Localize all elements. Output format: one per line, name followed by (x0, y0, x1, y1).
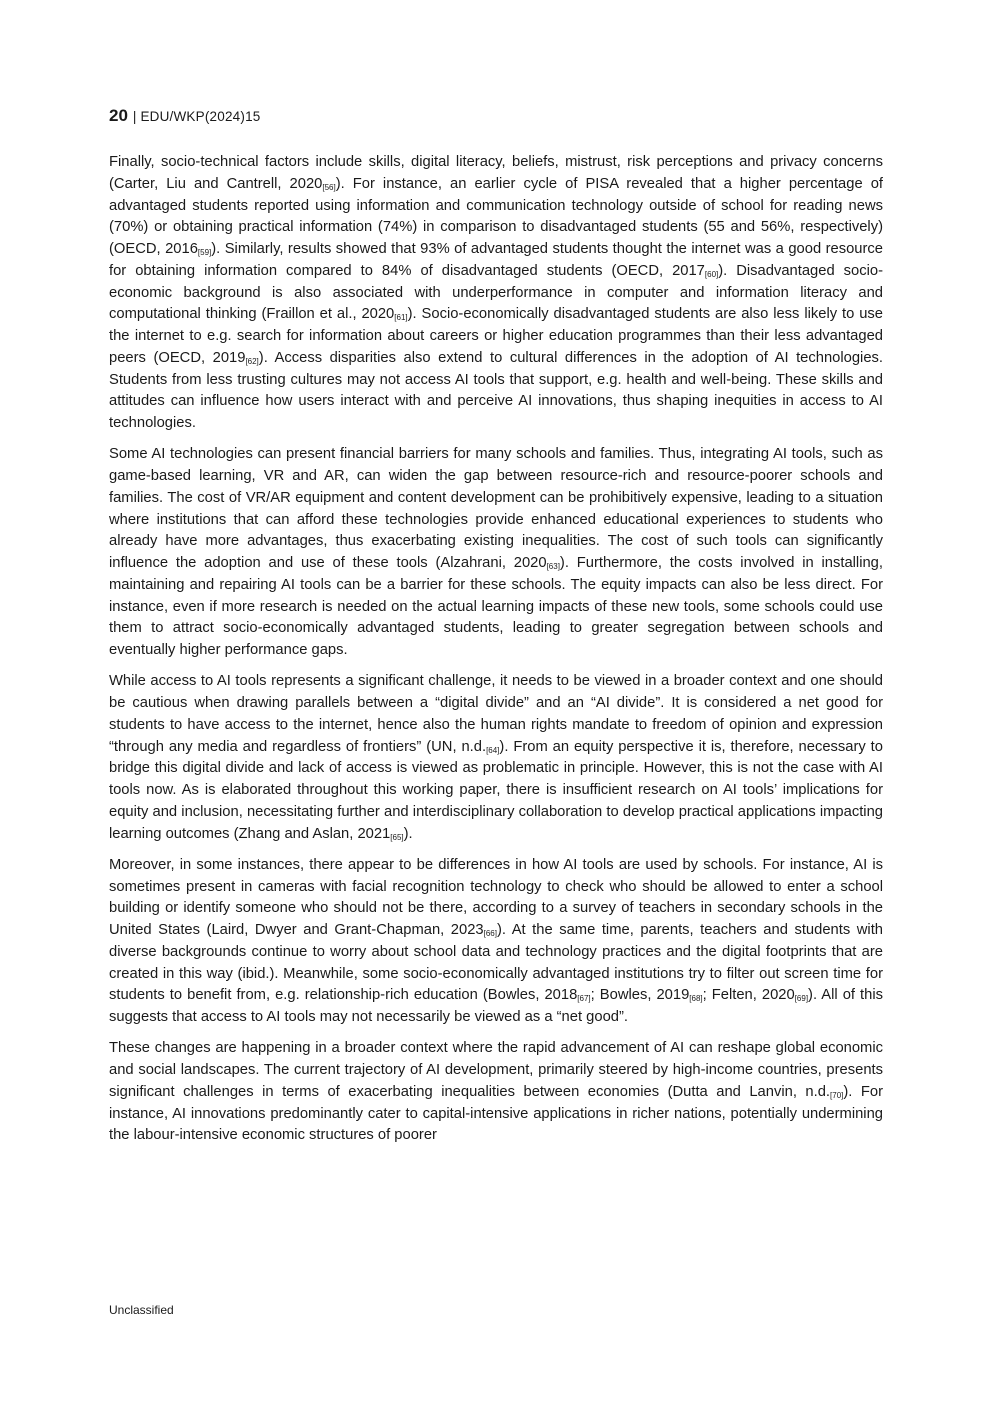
text-run: ). Disadvantaged socio-economic background is also associated with underperformance in computer and information literacy and computational thinking (Fraillon et al., 2020 (109, 262, 883, 323)
text-run: ; Felten, 2020 (702, 987, 795, 1004)
page-number: 20 (109, 106, 128, 125)
text-run: Some AI technologies can present financial barriers for many schools and families. Thus, integrating AI tools, such as game-based learning, VR and AR, can widen the gap between resource-rich and resource-poorer schools and families. The cost of VR/AR equipment and content development can be prohibitively expensive, leading to a situation where institutions that can afford these technologies provide enhanced educational experiences to students who already have more advantages, thus exacerbating existing inequalities. The cost of such tools can significantly influence the adoption and use of these tools (Alzahrani, 2020 (109, 446, 883, 571)
page-header (109, 106, 260, 127)
text-run: Finally, socio-technical factors include skills, digital literacy, beliefs, mistrust, risk perceptions and privacy concerns (Carter, Liu and Cantrell, 2020 (109, 154, 883, 192)
citation-reference: [69] (794, 994, 809, 1004)
citation-reference: [66] (483, 929, 497, 938)
text-run: These changes are happening in a broader context where the rapid advancement of AI can reshape global economic and social landscapes. The current trajectory of AI development, primarily steered by high-income countries, presents significant challenges in terms of exacerbating inequalities between economies (Dutta and Lanvin, n.d. (109, 1040, 883, 1100)
text-run: Moreover, in some instances, there appear to be differences in how AI tools are used by schools. For instance, AI is sometimes present in cameras with facial recognition technology to check who should be allowed to enter a school building or identify someone who should not be there, according to a survey of teachers in secondary schools in the United States (Laird, Dwyer and Grant-Chapman, 2023 (109, 856, 883, 938)
text-run: ). For instance, AI innovations predominantly cater to capital-intensive applications in richer nations, potentially undermining the labour-intensive economic structures of poorer (109, 1083, 884, 1144)
citation-reference: [70] (830, 1090, 844, 1100)
paragraph (109, 855, 883, 1029)
citation-reference: [61] (394, 313, 408, 323)
paragraph (109, 444, 883, 662)
citation-reference: [59] (197, 248, 212, 257)
text-run: ; Bowles, 2019 (590, 987, 690, 1004)
header-separator: | (132, 109, 137, 124)
body-text (109, 152, 883, 1157)
citation-reference: [63] (546, 562, 560, 571)
text-run: ). From an equity perspective it is, therefore, necessary to bridge this digital divide and lack of access is viewed as problematic in principle. However, this is not the case with AI tools now. As is elaborated throughout this working paper, there is insufficient research on AI tools’ implications for equity and inclusion, necessitating further and interdisciplinary collaboration to develop practical applications impacting learning outcomes (Zhang and Aslan, 2021 (109, 738, 883, 842)
citation-reference: [64] (486, 745, 500, 755)
document-id: EDU/WKP(2024)15 (140, 109, 261, 124)
citation-reference: [60] (704, 269, 719, 279)
classification-label: Unclassified (109, 1303, 174, 1317)
text-run: ). For instance, an earlier cycle of PISA revealed that a higher percentage of advantaged students reported using information and communication technology outside of school for reading news (70%) or obtaining practical information (74%) in comparison to disadvantaged students (55 and 56%, respectively) (OECD, 2016 (109, 175, 883, 257)
paragraph (109, 1038, 883, 1147)
text-run: ). Socio-economically disadvantaged students are also less likely to use the internet to e.g. search for information about careers or higher education programmes than their less advantaged peers (OECD, 2019 (109, 306, 883, 366)
citation-reference: [67] (577, 994, 591, 1004)
citation-reference: [68] (689, 994, 703, 1004)
paragraph (109, 152, 883, 435)
paragraph (109, 671, 883, 845)
text-run: ). Furthermore, the costs involved in installing, maintaining and repairing AI tools can be a barrier for these schools. The equity impacts can also be less direct. For instance, even if more research is needed on the actual learning impacts of these new tools, some schools could use them to attract socio-economically advantaged students, leading to greater segregation between schools and eventually higher performance gaps. (109, 555, 883, 658)
citation-reference: [65] (390, 832, 404, 842)
citation-reference: [62] (245, 356, 259, 366)
citation-reference: [56] (322, 182, 336, 192)
text-run: ). (403, 825, 413, 842)
text-run: ). Access disparities also extend to cultural differences in the adoption of AI technologies. Students from less trusting cultures may not access AI tools that support, e.g. health and well-being. These skills and attitudes can influence how users interact with and perceive AI innovations, thus shaping inequities in access to AI technologies. (109, 349, 884, 431)
text-run: ). At the same time, parents, teachers and students with diverse backgrounds continue to worry about school data and technology practices and the digital footprints that are created in this way (ibid.). Meanwhile, some socio-economically advantaged institutions try to filter out screen time for students to benefit from, e.g. relationship-rich education (Bowles, 2018 (109, 922, 883, 1004)
text-run: ). Similarly, results showed that 93% of advantaged students thought the internet was a good resource for obtaining information compared to 84% of disadvantaged students (OECD, 2017 (109, 241, 883, 279)
text-run: While access to AI tools represents a significant challenge, it needs to be viewed in a broader context and one should be cautious when drawing parallels between a “digital divide” and an “AI divide”. It is considered a net good for students to have access to the internet, hence also the human rights mandate to freedom of opinion and expression “through any media and regardless of frontiers” (UN, n.d. (109, 673, 883, 755)
text-run: ). All of this suggests that access to AI tools may not necessarily be viewed as a “net good”. (109, 987, 883, 1025)
